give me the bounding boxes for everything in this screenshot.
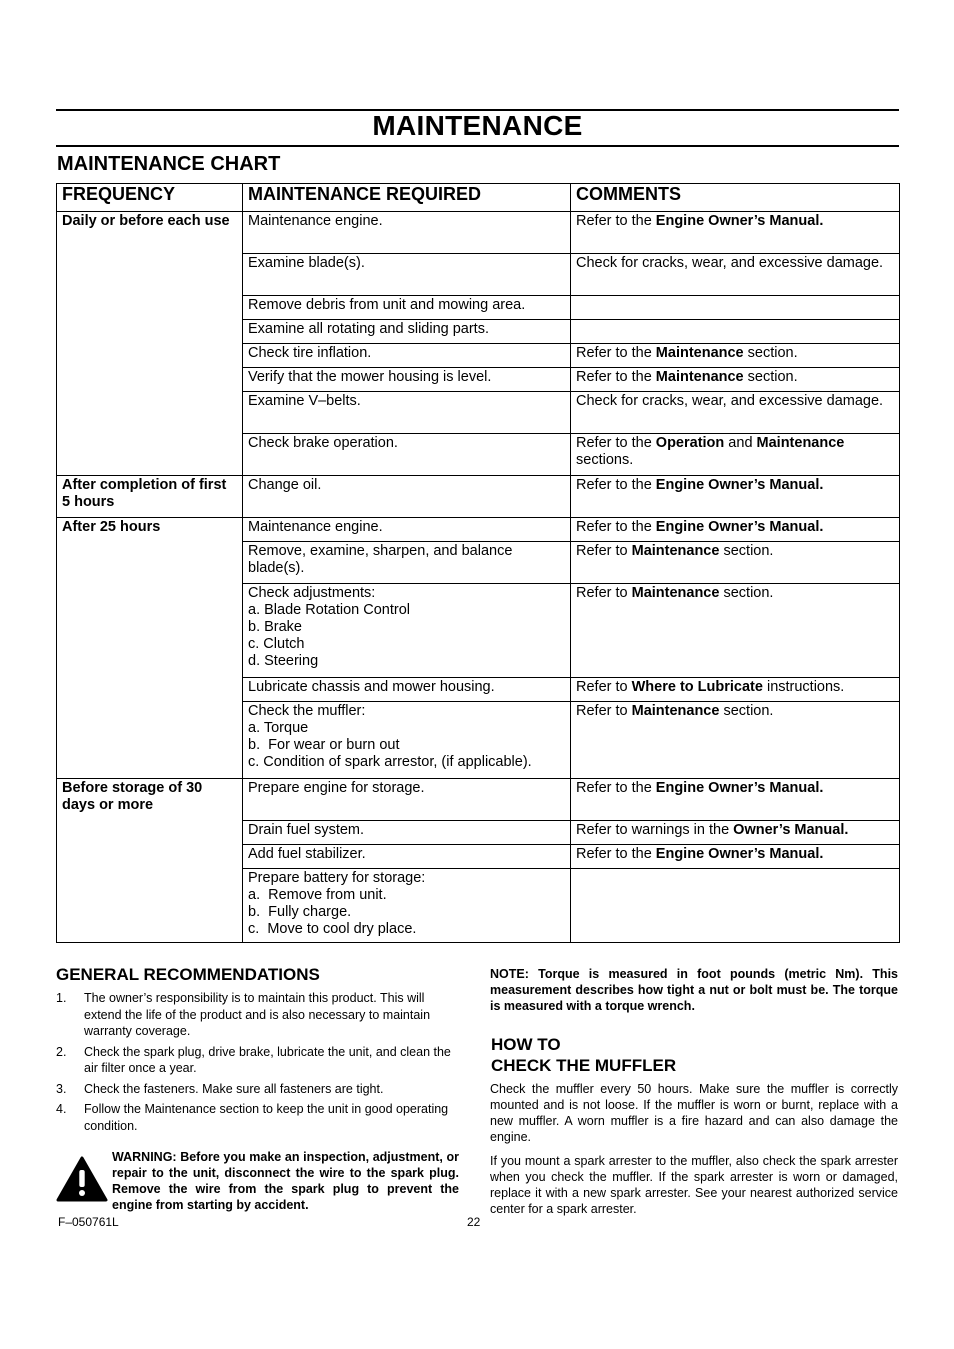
task-line: Examine all rotating and sliding parts. xyxy=(248,321,489,337)
header-comments: COMMENTS xyxy=(571,184,900,212)
comment-cell xyxy=(571,392,900,434)
task-line: b. Fully charge. xyxy=(248,904,352,920)
task-line: Verify that the mower housing is level. xyxy=(248,369,492,385)
comment-reference: Engine Owner’s Manual. xyxy=(655,477,824,493)
comment-reference: Owner’s Manual. xyxy=(733,822,849,838)
general-recommendations-heading: GENERAL RECOMMENDATIONS xyxy=(56,965,320,984)
maintenance-chart-table xyxy=(56,183,900,943)
comment-reference: Maintenance xyxy=(655,369,744,385)
list-item xyxy=(56,990,463,1040)
comment-text: Refer to the xyxy=(576,435,656,451)
task-line: Check tire inflation. xyxy=(248,345,372,361)
comment-text: instructions. xyxy=(762,679,845,695)
frequency-cell: After 25 hours xyxy=(57,518,243,779)
comment-reference: Where to Lubricate xyxy=(631,679,763,695)
comment-text: section. xyxy=(719,543,774,559)
comment-text: Refer to the xyxy=(576,213,656,229)
comment-cell xyxy=(571,779,900,821)
list-item xyxy=(56,1044,463,1077)
comment-text: section. xyxy=(719,585,774,601)
list-item-text: Check the fasteners. Make sure all fasteners are tight. xyxy=(84,1081,384,1096)
task-line: Lubricate chassis and mower housing. xyxy=(248,679,495,695)
comment-cell xyxy=(571,845,900,869)
table-header-row xyxy=(57,184,900,212)
comment-text: section. xyxy=(743,369,798,385)
comment-reference: Maintenance xyxy=(631,703,720,719)
page-title: MAINTENANCE xyxy=(372,110,583,141)
task-cell xyxy=(243,320,571,344)
comment-text: Refer to xyxy=(576,679,632,695)
table-row xyxy=(57,212,900,254)
comment-cell xyxy=(571,542,900,584)
task-cell xyxy=(243,702,571,779)
comment-cell xyxy=(571,296,900,320)
task-line: Remove debris from unit and mowing area. xyxy=(248,297,526,313)
task-cell xyxy=(243,821,571,845)
title-rule-bottom xyxy=(56,145,899,147)
task-cell xyxy=(243,368,571,392)
comment-cell xyxy=(571,368,900,392)
comment-text: Check for cracks, wear, and excessive damage. xyxy=(576,255,884,271)
comment-text: Refer to the xyxy=(576,477,656,493)
list-item-number: 4. xyxy=(56,1102,67,1116)
comment-text: section. xyxy=(743,345,798,361)
comment-reference: Engine Owner’s Manual. xyxy=(655,846,824,862)
task-cell xyxy=(243,296,571,320)
comment-cell xyxy=(571,869,900,943)
task-cell xyxy=(243,344,571,368)
task-cell xyxy=(243,476,571,518)
muffler-heading-line1: HOW TO xyxy=(491,1035,561,1054)
comment-cell xyxy=(571,476,900,518)
warning-triangle-icon xyxy=(56,1156,108,1202)
comment-text: Refer to the xyxy=(576,369,656,385)
task-cell xyxy=(243,584,571,678)
comment-reference: Maintenance xyxy=(655,345,744,361)
comment-cell xyxy=(571,434,900,476)
comment-cell xyxy=(571,821,900,845)
comment-text: Refer to the xyxy=(576,846,656,862)
comment-text: section. xyxy=(719,703,774,719)
task-line: a. Torque xyxy=(248,720,309,736)
footer-code: F–050761L xyxy=(58,1215,119,1229)
comment-cell xyxy=(571,584,900,678)
comment-reference: Engine Owner’s Manual. xyxy=(655,780,824,796)
task-cell xyxy=(243,434,571,476)
comment-reference: Operation xyxy=(655,435,725,451)
muffler-heading-line2: CHECK THE MUFFLER xyxy=(491,1056,677,1075)
task-cell xyxy=(243,779,571,821)
task-line: c. Clutch xyxy=(248,636,305,652)
comment-cell xyxy=(571,320,900,344)
comment-cell xyxy=(571,678,900,702)
comment-cell xyxy=(571,518,900,542)
table-body xyxy=(57,212,900,943)
comment-reference: Engine Owner’s Manual. xyxy=(655,213,824,229)
task-cell xyxy=(243,845,571,869)
comment-text: Refer to the xyxy=(576,345,656,361)
comment-cell xyxy=(571,344,900,368)
task-cell xyxy=(243,678,571,702)
task-line: Remove, examine, sharpen, and balance blade(s). xyxy=(248,543,517,576)
task-line: Check brake operation. xyxy=(248,435,398,451)
comment-text: Refer to warnings in the xyxy=(576,822,734,838)
page-number: 22 xyxy=(467,1215,481,1229)
task-line: Examine blade(s). xyxy=(248,255,365,271)
task-line: a. Remove from unit. xyxy=(248,887,387,903)
list-item-text: Check the spark plug, drive brake, lubricate the unit, and clean the air filter once a year. xyxy=(84,1044,451,1075)
table-row xyxy=(57,779,900,821)
task-line: b. Brake xyxy=(248,619,302,635)
table-row xyxy=(57,518,900,542)
task-cell xyxy=(243,542,571,584)
list-item-number: 2. xyxy=(56,1044,67,1059)
list-item xyxy=(56,1081,463,1098)
task-line: Drain fuel system. xyxy=(248,822,365,838)
task-line: Prepare engine for storage. xyxy=(248,780,425,796)
comment-text: Refer to xyxy=(576,585,632,601)
task-cell xyxy=(243,212,571,254)
task-cell xyxy=(243,518,571,542)
task-line: c. Move to cool dry place. xyxy=(248,921,417,937)
comment-reference: Maintenance xyxy=(631,585,720,601)
comment-reference: Maintenance xyxy=(631,543,720,559)
comment-text: sections. xyxy=(576,452,634,468)
task-cell xyxy=(243,254,571,296)
muffler-paragraph-2: If you mount a spark arrester to the muffler, also check the spark arrester when you check the muffler. If the spark arrester is worn or damaged, replace it with a new spark arrester. See your nearest authorized service center for a spark arrester. xyxy=(490,1154,898,1216)
comment-text: Refer to xyxy=(576,543,632,559)
task-line: d. Steering xyxy=(248,653,319,669)
header-maintenance-required: MAINTENANCE REQUIRED xyxy=(243,184,571,212)
frequency-cell: After completion of first 5 hours xyxy=(57,476,243,518)
frequency-cell: Daily or before each use xyxy=(57,212,243,476)
task-line: Check the muffler: xyxy=(248,703,366,719)
task-line: b. For wear or burn out xyxy=(248,737,400,753)
task-line: Maintenance engine. xyxy=(248,213,383,229)
task-line: Examine V–belts. xyxy=(248,393,361,409)
task-line: a. Blade Rotation Control xyxy=(248,602,411,618)
comment-reference: Engine Owner’s Manual. xyxy=(655,519,824,535)
muffler-heading xyxy=(491,1034,676,1076)
comment-reference: Maintenance xyxy=(756,435,845,451)
list-item-number: 1. xyxy=(56,991,67,1005)
comment-cell xyxy=(571,702,900,779)
header-frequency: FREQUENCY xyxy=(57,184,243,212)
task-line: Add fuel stabilizer. xyxy=(248,846,366,862)
list-item xyxy=(56,1101,463,1134)
task-cell xyxy=(243,392,571,434)
comment-cell xyxy=(571,212,900,254)
task-line: Check adjustments: xyxy=(248,585,376,601)
comment-cell xyxy=(571,254,900,296)
comment-text: and xyxy=(724,435,757,451)
task-line: Prepare battery for storage: xyxy=(248,870,426,886)
table-row xyxy=(57,476,900,518)
task-line: c. Condition of spark arrestor, (if applicable). xyxy=(248,754,532,770)
frequency-cell: Before storage of 30 days or more xyxy=(57,779,243,943)
muffler-paragraph-1: Check the muffler every 50 hours. Make sure the muffler is correctly mounted and is not loose. If the muffler is worn or burnt, replace with a new muffler. A worn muffler is a fire hazard and can also damage the engine. xyxy=(490,1082,898,1144)
list-item-text: Follow the Maintenance section to keep the unit in good operating condition. xyxy=(84,1102,449,1133)
list-item-number: 3. xyxy=(56,1081,67,1096)
task-line: Maintenance engine. xyxy=(248,519,383,535)
comment-text: Refer to xyxy=(576,703,632,719)
list-item-text: The owner’s responsibility is to maintain this product. This will extend the life of the product and is also necessary to maintain warranty coverage. xyxy=(84,991,431,1038)
chart-heading: MAINTENANCE CHART xyxy=(57,153,281,175)
task-cell xyxy=(243,869,571,943)
comment-text: Check for cracks, wear, and excessive damage. xyxy=(576,393,884,409)
comment-text: Refer to the xyxy=(576,780,656,796)
warning-text: WARNING: Before you make an inspection, adjustment, or repair to the unit, disconnect the wire to the spark plug. Remove the wire from the spark plug to prevent the engine from starting by accident. xyxy=(112,1150,459,1212)
recommendations-list xyxy=(56,990,463,1138)
comment-text: Refer to the xyxy=(576,519,656,535)
torque-note: NOTE: Torque is measured in foot pounds (metric Nm). This measurement describes how tight a nut or bolt must be. The torque is measured with a torque wrench. xyxy=(490,967,898,1013)
task-line: Change oil. xyxy=(248,477,322,493)
